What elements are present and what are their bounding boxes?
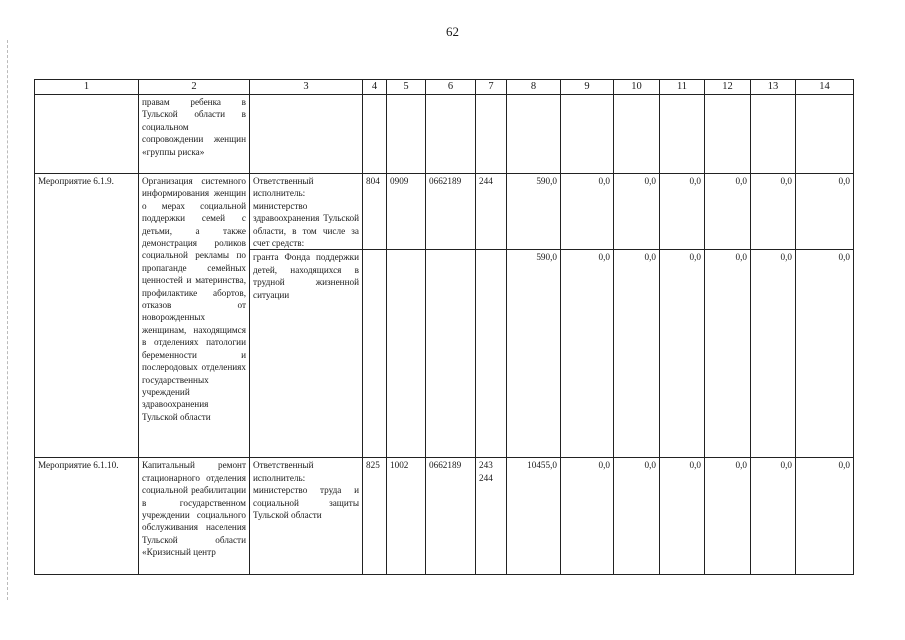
scan-edge-mark [7,40,8,600]
table-row [35,174,854,250]
amount-cell: 0,0 [561,250,614,458]
amount-cell: 0,0 [660,458,705,575]
amount-cell: 0,0 [751,174,796,250]
header-cell: 7 [476,80,507,95]
code-line: 243 [479,460,493,471]
amount-cell: 0,0 [561,458,614,575]
code-cell: 804 [363,174,387,250]
executor: Ответственный исполнитель: министерство здравоохранения Тульской области, в том числе за счет средств: [250,174,363,250]
executor-sub: гранта Фонда поддержки детей, находящихся в трудной жизненной ситуации [250,250,363,458]
code-cell: 1002 [387,458,426,575]
header-cell: 11 [660,80,705,95]
continuation-text: правам ребенка в Тульской области в социальном сопровождении женщин «группы риска» [139,95,250,174]
header-cell: 10 [614,80,660,95]
amount-cell: 0,0 [705,250,751,458]
amount-cell: 0,0 [796,458,854,575]
header-cell: 13 [751,80,796,95]
code-cell: 0909 [387,174,426,250]
event-description: Капитальный ремонт стационарного отделения социальной реабилитации в государственном учреждении социального обслуживания населения Тульской области «Кризисный центр [139,458,250,575]
amount-cell: 0,0 [705,174,751,250]
amount-cell: 0,0 [660,174,705,250]
header-cell: 5 [387,80,426,95]
table-row [35,458,854,575]
code-cell: 0662189 [426,458,476,575]
header-cell: 12 [705,80,751,95]
amount-cell: 590,0 [507,174,561,250]
header-cell: 3 [250,80,363,95]
amount-cell: 590,0 [507,250,561,458]
amount-cell: 0,0 [660,250,705,458]
amount-cell: 0,0 [796,174,854,250]
amount-cell: 0,0 [751,458,796,575]
amount-cell: 0,0 [561,174,614,250]
event-id: Мероприятие 6.1.9. [35,174,139,458]
header-cell: 8 [507,80,561,95]
code-cell: 825 [363,458,387,575]
amount-cell: 0,0 [796,250,854,458]
amount-cell: 0,0 [751,250,796,458]
amount-cell: 0,0 [614,250,660,458]
header-cell: 6 [426,80,476,95]
header-cell: 4 [363,80,387,95]
amount-cell: 0,0 [705,458,751,575]
code-cell: 244 [476,174,507,250]
executor: Ответственный исполнитель: министерство труда и социальной защиты Тульской области [250,458,363,575]
code-line: 244 [479,472,493,483]
header-cell: 9 [561,80,614,95]
amount-cell: 0,0 [614,458,660,575]
budget-table [34,79,854,575]
header-cell: 14 [796,80,854,95]
event-id: Мероприятие 6.1.10. [35,458,139,575]
code-cell [476,458,507,575]
header-row [35,80,854,95]
amount-cell: 0,0 [614,174,660,250]
event-description: Организация системного информирования женщин о мерах социальной поддержки семей с детьми, а также демонстрация роликов социальной рекламы по пропаганде семейных ценностей и материнства, профилактике абортов, отказов от новорожденных женщинам, находящимся в отделениях патологии беременности и послеродовых отделениях государственных учреждений здравоохранения Тульской области [139,174,250,458]
page-number: 62 [446,24,459,39]
code-cell: 0662189 [426,174,476,250]
amount-cell: 10455,0 [507,458,561,575]
header-cell: 2 [139,80,250,95]
header-cell: 1 [35,80,139,95]
table-row [35,95,854,174]
